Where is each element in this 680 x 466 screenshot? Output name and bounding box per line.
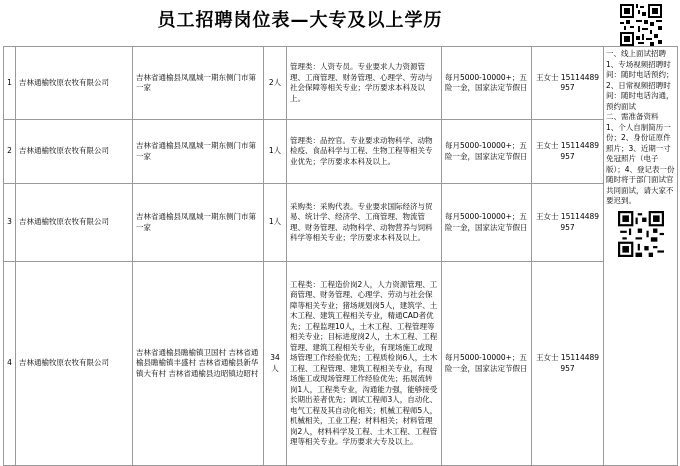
- contact: 王女士 15114489957: [532, 262, 604, 466]
- note-line: 随时将于部门面试官共同面试，请大家不要迟到。: [606, 175, 674, 205]
- job-requirement: 管理类：人资专员。专业要求人力资源管理、工商管理、财务管理、心理学、劳动与社会保障等相关专业；学历要求本科及以上。: [287, 47, 442, 120]
- qr-code-top: [620, 4, 662, 46]
- row-number: 4: [4, 262, 16, 466]
- headcount: 1人: [264, 120, 287, 184]
- row-number: 1: [4, 47, 16, 120]
- note-line: 二、需准备资料: [606, 112, 659, 121]
- salary-benefits: 每月5000-10000+；五险一金，国家法定节假日: [442, 120, 532, 184]
- work-location: 吉林省通榆县凤凰城一期东侧门市第一家: [133, 120, 264, 184]
- work-location: 吉林省通榆县凤凰城一期东侧门市第一家: [133, 184, 264, 262]
- application-notes: [604, 47, 678, 466]
- job-requirement: 管理类：品控官。专业要求动物科学、动物检疫、食品科学与工程、生物工程等相关专业优先；学历要求本科及以上。: [287, 120, 442, 184]
- salary-benefits: 每月5000-10000+；五险一金，国家法定节假日: [442, 262, 532, 466]
- table-row: [4, 120, 678, 184]
- salary-benefits: 每月5000-10000+；五险一金，国家法定节假日: [442, 184, 532, 262]
- recruitment-table: [3, 46, 678, 466]
- note-line: 1、个人自制简历一份；2、身份证原件照片；3、近期一寸免冠照片（电子版）；4、登记表一份: [606, 122, 675, 174]
- contact: 王女士 15114489957: [532, 120, 604, 184]
- note-line: 一、线上面试招聘: [606, 49, 666, 58]
- row-number: 2: [4, 120, 16, 184]
- job-requirement: 工程类：工程造价岗2人，人力资源管理、工商管理、财务管理、心理学、劳动与社会保障等相关专业；猪场规划岗5人，建筑学、土木工程、建筑工程相关专业，精通CAD者优先；工程监理10人，土木工程、工程管理等相关专业；目标进度岗2人，土木工程、工程管理、建筑工程相关专业，有现场施工或现场管理工作经验优先；工程质检岗6人，土木工程、工程管理、建筑工程相关专业，有现场施工或现场管理工作经验优先；拓展流转岗1人，工程类专业，沟通能力强，能够接受长期出差者优先；调试工程师3人，自动化、电气工程及其自动化相关；机械工程师5人，机械相关，工业工程；材料相关；材料管理岗2人，材料科学及工程、土木工程、工程管理等相关专业。学历要求大专及以上。: [287, 262, 442, 466]
- contact: 王女士 15114489957: [532, 184, 604, 262]
- note-line: 2、日常视频招聘时间：随时电话沟通，预约面试: [606, 80, 674, 111]
- work-location: 吉林省通榆县凤凰城一期东侧门市第一家: [133, 47, 264, 120]
- headcount: 34人: [264, 262, 287, 466]
- headcount: 2人: [264, 47, 287, 120]
- work-location: 吉林省通榆县瞻榆镇卫国村 吉林省通榆县瞻榆镇丰盛村 吉林省通榆县新华镇大有村 吉林省通榆县边昭镇边昭村: [133, 262, 264, 466]
- headcount: 1人: [264, 184, 287, 262]
- salary-benefits: 每月5000-10000+；五险一金，国家法定节假日: [442, 47, 532, 120]
- job-requirement: 采购类：采购代表。专业要求国际经济与贸易、统计学、经济学、工商管理、物流管理、财务管理、动物科学、动物营养与饲料科学等相关专业；学历要求本科及以上。: [287, 184, 442, 262]
- table-row: [4, 47, 678, 120]
- company-name: 吉林通榆牧原农牧有限公司: [16, 120, 133, 184]
- company-name: 吉林通榆牧原农牧有限公司: [16, 262, 133, 466]
- page-title: 员工招聘岗位表—大专及以上学历: [157, 10, 443, 31]
- note-line: 1、专场视频招聘时间：随时电话预约；: [606, 59, 674, 79]
- row-number: 3: [4, 184, 16, 262]
- table-row: [4, 262, 678, 466]
- company-name: 吉林通榆牧原农牧有限公司: [16, 184, 133, 262]
- qr-code-side: [618, 211, 664, 257]
- table-row: [4, 184, 678, 262]
- contact: 王女士 15114489957: [532, 47, 604, 120]
- company-name: 吉林通榆牧原农牧有限公司: [16, 47, 133, 120]
